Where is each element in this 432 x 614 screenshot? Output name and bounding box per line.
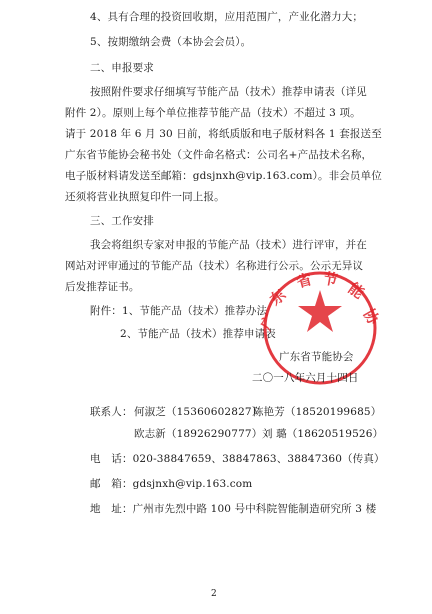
- official-seal: [256, 268, 383, 388]
- contact-name-phone: 欧志新（18926290777）: [134, 428, 263, 440]
- list-item-5: 5、按期缴纳会费（本协会会员）。: [90, 36, 252, 48]
- contact-name-phone: 何淑芝（15360602827）: [134, 406, 263, 418]
- paragraph-line: 我会将组织专家对申报的节能产品（技术）进行评审，并在: [90, 239, 367, 251]
- paragraph-line: 请于 2018 年 6 月 30 日前，将纸质版和电子版材料各 1 套报送至: [65, 128, 382, 140]
- page-number: 2: [211, 589, 217, 599]
- paragraph-line: 网站对评审通过的节能产品（技术）名称进行公示。公示无异议: [65, 260, 364, 272]
- signature-org: 广东省节能协会: [279, 351, 354, 363]
- contact-name-phone: 陈艳芳（18520199685）: [253, 406, 382, 418]
- attachment-2: 2、节能产品（技术）推荐申请表: [120, 328, 276, 340]
- paragraph-line: 后发推荐证书。: [65, 281, 140, 293]
- contact-name-phone: 刘 璐（18620519526）: [262, 428, 384, 440]
- section-heading-arrangement: 三、工作安排: [90, 215, 154, 227]
- paragraph-line: 附件 2）。原则上每个单位推荐节能产品（技术）不超过 3 项。: [65, 107, 361, 119]
- section-heading-requirements: 二、申报要求: [90, 62, 154, 74]
- contact-label: 联系人：: [90, 406, 133, 418]
- attachment-1: 附件：1、节能产品（技术）推荐办法: [90, 305, 268, 317]
- svg-text:广: 广: [256, 311, 280, 334]
- list-item-4: 4、具有合理的投资回收期，应用范围广，产业化潜力大；: [90, 11, 364, 23]
- svg-text:省: 省: [294, 270, 314, 292]
- svg-text:协: 协: [359, 305, 383, 328]
- paragraph-line: 按照附件要求仔细填写节能产品（技术）推荐申请表（详见: [90, 86, 367, 98]
- contact-phone: 电 话：020-38847659、38847863、38847360（传真）: [90, 453, 385, 465]
- contact-email: 邮 箱：gdsjnxh@vip.163.com: [90, 478, 253, 490]
- svg-text:东: 东: [266, 285, 290, 309]
- paragraph-line: 还须将营业执照复印件一同上报。: [65, 191, 225, 203]
- paragraph-line: 广东省节能协会秘书处（文件命名格式：公司名+产品技术名称，: [65, 149, 373, 161]
- signature-date: 二〇一八年六月十四日: [252, 372, 359, 384]
- paragraph-line: 电子版材料请发送至邮箱：gdsjnxh@vip.163.com）。非会员单位: [65, 170, 382, 182]
- contact-address: 地 址：广州市先烈中路 100 号中科院智能制造研究所 3 楼: [90, 503, 377, 515]
- svg-text:节: 节: [321, 269, 340, 290]
- svg-text:能: 能: [344, 279, 368, 303]
